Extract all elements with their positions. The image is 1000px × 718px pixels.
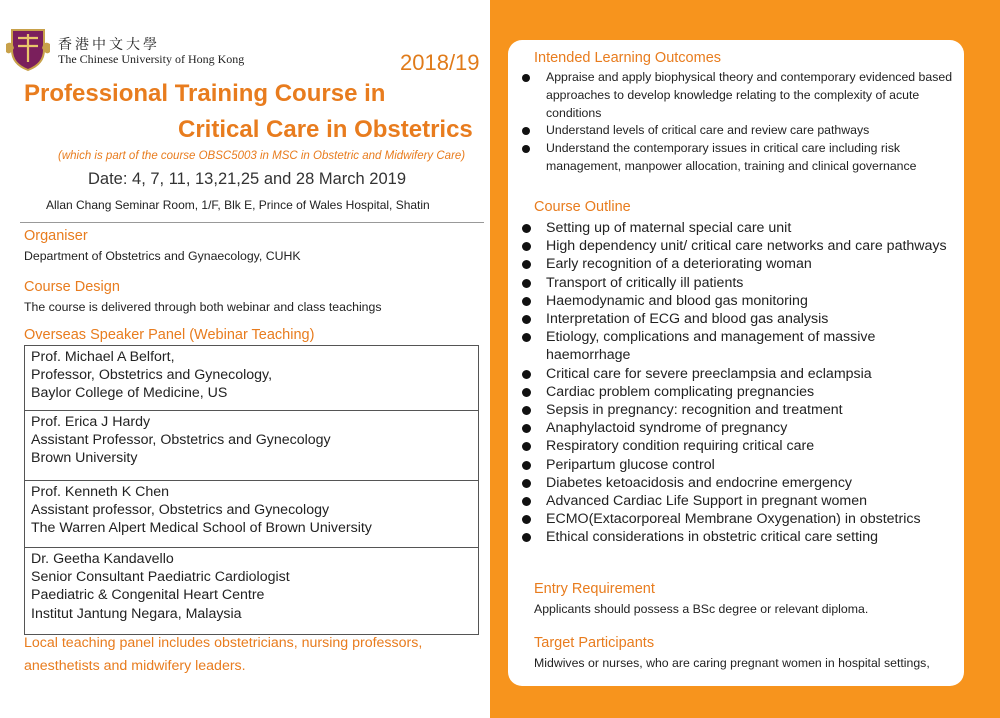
course-subnote: (which is part of the course OBSC5003 in MSC in Obstetric and Midwifery Care) xyxy=(58,150,466,162)
speaker-entry xyxy=(25,481,478,548)
speaker-panel-heading: Overseas Speaker Panel (Webinar Teaching) xyxy=(24,327,315,343)
course-venue: Allan Chang Seminar Room, 1/F, Blk E, Prince of Wales Hospital, Shatin xyxy=(46,198,430,212)
speaker-institution: Brown University xyxy=(31,450,138,467)
organiser-heading: Organiser xyxy=(24,228,88,244)
bullet-icon xyxy=(522,242,531,251)
course-design-text: The course is delivered through both webinar and class teachings xyxy=(24,300,382,314)
course-outline-list xyxy=(522,219,958,547)
list-item: Etiology, complications and management of massive haemorrhage xyxy=(522,328,958,364)
bullet-icon xyxy=(522,127,530,135)
entry-requirement-text: Applicants should possess a BSc degree or relevant diploma. xyxy=(534,602,869,616)
list-item: Early recognition of a deteriorating woman xyxy=(522,255,958,273)
entry-requirement-heading: Entry Requirement xyxy=(534,581,655,597)
speaker-entry xyxy=(25,346,478,411)
bullet-icon xyxy=(522,461,531,470)
course-design-heading: Course Design xyxy=(24,279,120,295)
list-item: Cardiac problem complicating pregnancies xyxy=(522,383,958,401)
left-column xyxy=(0,0,490,718)
speaker-institution: Institut Jantung Negara, Malaysia xyxy=(31,605,242,622)
bullet-icon xyxy=(522,406,531,415)
divider xyxy=(20,222,484,223)
list-item: ECMO(Extacorporeal Membrane Oxygenation) in obstetrics xyxy=(522,510,958,528)
list-item: Interpretation of ECG and blood gas analysis xyxy=(522,310,958,328)
speaker-name: Dr. Geetha Kandavello xyxy=(31,551,174,567)
university-crest-icon xyxy=(6,26,50,72)
bullet-icon xyxy=(522,315,531,324)
bullet-icon xyxy=(522,224,531,233)
university-name-chinese: 香港中文大學 xyxy=(58,37,160,53)
list-item: Understand levels of critical care and review care pathways xyxy=(522,122,958,140)
bullet-icon xyxy=(522,424,531,433)
speaker-title: Professor, Obstetrics and Gynecology, xyxy=(31,367,273,384)
target-participants-text: Midwives or nurses, who are caring pregnant women in hospital settings, xyxy=(534,656,930,670)
bullet-icon xyxy=(522,497,531,506)
bullet-icon xyxy=(522,74,530,82)
list-item: Anaphylactoid syndrome of pregnancy xyxy=(522,419,958,437)
bullet-icon xyxy=(522,370,531,379)
learning-outcomes-list xyxy=(522,69,958,176)
bullet-icon xyxy=(522,515,531,524)
list-item: Haemodynamic and blood gas monitoring xyxy=(522,292,958,310)
list-item: Respiratory condition requiring critical care xyxy=(522,437,958,455)
bullet-icon xyxy=(522,388,531,397)
course-dates: Date: 4, 7, 11, 13,21,25 and 28 March 2019 xyxy=(88,170,407,188)
organiser-text: Department of Obstetrics and Gynaecology, CUHK xyxy=(24,249,301,263)
list-item: Transport of critically ill patients xyxy=(522,274,958,292)
speaker-department: Paediatric & Congenital Heart Centre xyxy=(31,587,265,604)
list-item: High dependency unit/ critical care networks and care pathways xyxy=(522,237,958,255)
speaker-title: Senior Consultant Paediatric Cardiologist xyxy=(31,569,290,586)
list-item: Critical care for severe preeclampsia and eclampsia xyxy=(522,365,958,383)
bullet-icon xyxy=(522,297,531,306)
bullet-icon xyxy=(522,333,531,342)
bullet-icon xyxy=(522,279,531,288)
course-title-line1: Professional Training Course in xyxy=(24,80,386,107)
speaker-entry xyxy=(25,411,478,481)
list-item: Advanced Cardiac Life Support in pregnant women xyxy=(522,492,958,510)
course-outline-heading: Course Outline xyxy=(534,199,631,215)
course-title-line2: Critical Care in Obstetrics xyxy=(178,116,473,143)
speaker-name: Prof. Michael A Belfort, xyxy=(31,349,175,365)
speaker-name: Prof. Kenneth K Chen xyxy=(31,484,170,500)
speaker-name: Prof. Erica J Hardy xyxy=(31,414,151,430)
university-name-english: The Chinese University of Hong Kong xyxy=(58,52,245,66)
list-item: Diabetes ketoacidosis and endocrine emergency xyxy=(522,474,958,492)
learning-outcomes-heading: Intended Learning Outcomes xyxy=(534,50,722,66)
list-item: Sepsis in pregnancy: recognition and treatment xyxy=(522,401,958,419)
speaker-panel-table xyxy=(24,345,479,635)
bullet-icon xyxy=(522,533,531,542)
bullet-icon xyxy=(522,260,531,269)
speaker-title: Assistant professor, Obstetrics and Gynecology xyxy=(31,502,330,519)
right-column xyxy=(490,0,1000,718)
bullet-icon xyxy=(522,479,531,488)
bullet-icon xyxy=(522,145,530,153)
speaker-institution: Baylor College of Medicine, US xyxy=(31,385,228,402)
list-item: Ethical considerations in obstetric critical care setting xyxy=(522,528,958,546)
list-item: Appraise and apply biophysical theory and contemporary evidenced based approaches to develop knowledge relating to the complexity of acute conditions xyxy=(522,69,958,122)
list-item: Understand the contemporary issues in critical care including risk management, manpower allocation, training and clinical governance xyxy=(522,140,958,176)
bullet-icon xyxy=(522,442,531,451)
list-item: Peripartum glucose control xyxy=(522,456,958,474)
speaker-entry xyxy=(25,548,478,634)
academic-year: 2018/19 xyxy=(400,50,480,75)
speaker-institution: The Warren Alpert Medical School of Brown University xyxy=(31,520,372,537)
info-card xyxy=(508,40,964,686)
local-panel-note: Local teaching panel includes obstetricians, nursing professors, anesthetists and midwifery leaders. xyxy=(24,635,423,674)
list-item: Setting up of maternal special care unit xyxy=(522,219,958,237)
target-participants-heading: Target Participants xyxy=(534,635,655,651)
speaker-title: Assistant Professor, Obstetrics and Gynecology xyxy=(31,432,331,449)
